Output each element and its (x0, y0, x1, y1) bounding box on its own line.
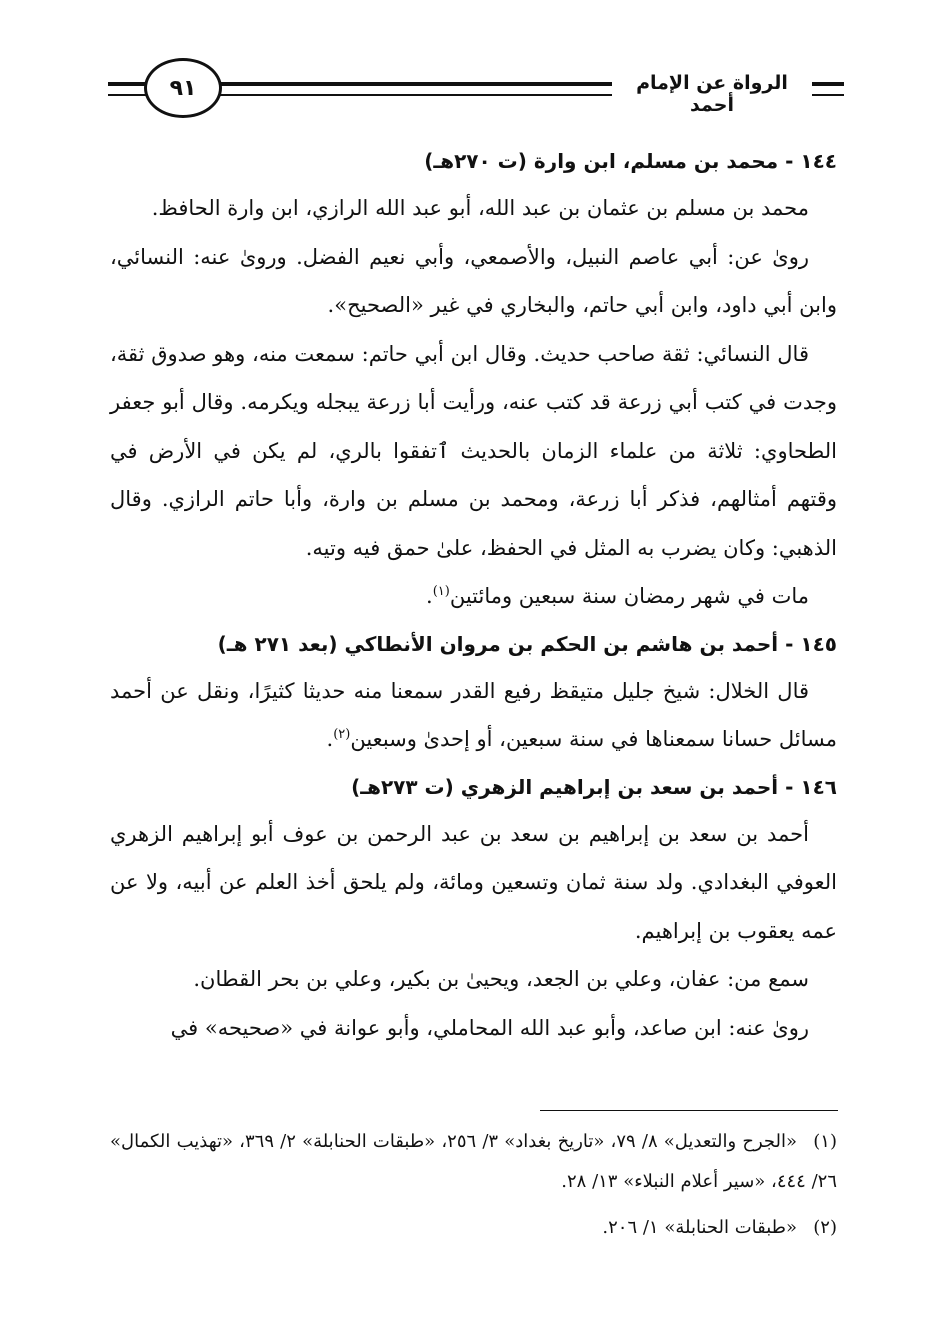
paragraph: قال النسائي: ثقة صاحب حديث. وقال ابن أبي حاتم: سمعت منه، وهو صدوق ثقة، وجدت في كتب أبي زرعة قد كتب عنه، ورأيت أبا زرعة يبجله ويكرمه. وقال أبو جعفر الطحاوي: ثلاثة من علماء الزمان بالحديث ٱتفقوا بالري، لم يكن في الأرض في وقتهم أمثالهم، فذكر أبا زرعة، ومحمد بن مسلم بن وارة، وأبا حاتم الرازي. وقال الذهبي: وكان يضرب به المثل في الحفظ، علىٰ حمق فيه وتيه. (110, 341, 837, 560)
entry-title: ١٤٦ - أحمد بن سعد بن إبراهيم الزهري (ت ٢٧٣هـ) (351, 774, 837, 799)
footnote-number: (٢) (813, 1217, 837, 1238)
paragraph: محمد بن مسلم بن عثمان بن عبد الله، أبو عبد الله الرازي، ابن وارة الحافظ. (151, 196, 809, 220)
footnotes (110, 1122, 837, 1254)
footnote-marker: (٢) (333, 727, 351, 742)
footnote (110, 1122, 837, 1202)
paragraph-text: مات في شهر رمضان سنة سبعين ومائتين (449, 584, 809, 608)
paragraph: قال الخلال: شيخ جليل متيقظ رفيع القدر سمعنا منه حديثا كثيرًا، ونقل عن أحمد مسائل حسانا سمعناها في سنة سبعين، أو إحدىٰ وسبعين$^{(٢)}$. (110, 678, 837, 751)
paragraph: رویٰ عن: أبي عاصم النبيل، والأصمعي، وأبي نعيم الفضل. وروىٰ عنه: النسائي، وابن أبي داود، وابن أبي حاتم، والبخاري في غير «الصحيح». (110, 244, 837, 317)
paragraph: أحمد بن سعد بن إبراهيم بن سعد بن عبد الرحمن بن عوف أبو إبراهيم الزهري العوفي البغدادي. ولد سنة ثمان وتسعين ومائة، ولم يلحق أخذ العلم عن أبيه، ولا عن عمه يعقوب بن إبراهيم. (110, 821, 837, 943)
footnote-number: (١) (813, 1131, 837, 1152)
paragraph-text: قال الخلال: شيخ جليل متيقظ رفيع القدر سمعنا منه حديثا كثيرًا، ونقل عن أحمد مسائل حسانا سمعناها في سنة سبعين، أو إحدىٰ وسبعين (110, 678, 837, 751)
main-text (110, 138, 837, 1052)
paragraph: مات في شهر رمضان سنة سبعين ومائتين$^{(١)}$. (426, 584, 809, 608)
paragraph: روىٰ عنه: ابن صاعد، وأبو عبد الله المحاملي، وأبو عوانة في «صحيحه» في (170, 1015, 809, 1040)
footnote-separator (540, 1110, 838, 1111)
footnote-text: «الجرح والتعديل» ٨/ ٧٩، «تاريخ بغداد» ٣/ ٢٥٦، «طبقات الحنابلة» ٢/ ٣٦٩، «تهذيب الكمال» ٢٦/ ٤٤٤، «سير أعلام النبلاء» ١٣/ ٢٨. (110, 1131, 837, 1192)
footnote-text: «طبقات الحنابلة» ١/ ٢٠٦. (602, 1217, 797, 1238)
footnote (110, 1208, 837, 1248)
entry-title: ١٤٥ - أحمد بن هاشم بن الحكم بن مروان الأنطاكي (بعد ٢٧١ هـ) (217, 631, 837, 656)
page-number: ٩١ (144, 58, 222, 118)
header-rule-right (808, 82, 844, 96)
header-rule-left (108, 82, 148, 96)
entry-title: ١٤٤ - محمد بن مسلم، ابن وارة (ت ٢٧٠هـ) (424, 149, 837, 173)
page-header (108, 58, 850, 124)
footnote-marker: (١) (432, 584, 450, 599)
running-title: الرواة عن الإمام أحمد (612, 72, 812, 116)
paragraph: سمع من: عفان، وعلي بن الجعد، ويحيىٰ بن بكير، وعلي بن بحر القطان. (193, 967, 809, 991)
